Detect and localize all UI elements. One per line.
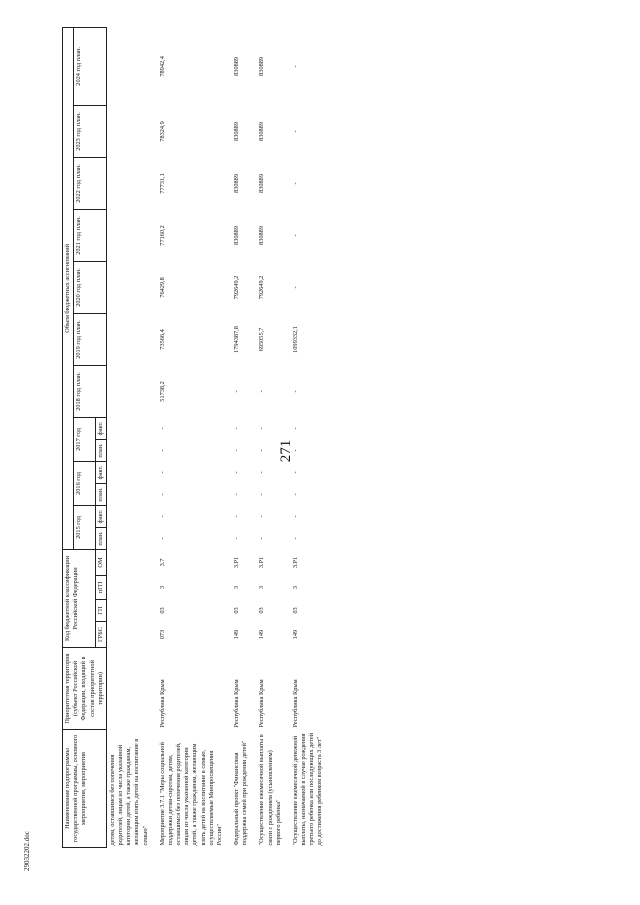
cell-om: 3.7 [158, 558, 166, 567]
cell-p2016: - [291, 493, 299, 496]
cell-p2015: - [258, 537, 266, 540]
cell-f2017: - [233, 427, 241, 430]
cell-om: 3.Р1 [233, 556, 241, 569]
cell-pgp: 3 [258, 585, 266, 590]
header-2016-plan: план. [95, 483, 106, 505]
header-2017: 2017 год [74, 417, 96, 461]
cell-y2020: 76429,8 [158, 277, 166, 298]
cell-pgp [106, 576, 150, 600]
header-territory: Приоритетная территория (субъект Российской Федерации, входящий в состав приоритетной территории) [63, 648, 107, 730]
header-2015-fact: факт. [95, 505, 106, 527]
cell-y2019: 1099332,1 [291, 326, 299, 353]
cell-y2022: 77731,1 [158, 173, 166, 194]
cell-territory: Республика Крым [233, 679, 241, 728]
cell-gp: 03 [233, 607, 241, 614]
cell-y2024 [106, 27, 150, 105]
cell-f2017: - [258, 427, 266, 430]
cell-y2024: - [291, 65, 299, 68]
cell-p2017 [106, 439, 150, 461]
header-2017-plan: план. [95, 439, 106, 461]
cell-p2017: - [158, 449, 166, 452]
table-row [106, 27, 150, 847]
cell-f2017 [106, 417, 150, 439]
cell-y2019: 1794387,8 [233, 326, 241, 353]
cell-y2018: - [291, 390, 299, 393]
cell-gp [106, 600, 150, 622]
table-row [225, 27, 250, 847]
budget-table [62, 27, 326, 848]
header-pgp: пГП [95, 576, 106, 600]
header-volume: Объем бюджетных ассигнований [63, 27, 74, 549]
header-2017-fact: факт. [95, 417, 106, 439]
cell-y2023 [106, 105, 150, 157]
cell-y2019 [106, 313, 150, 365]
table-row [151, 27, 225, 847]
cell-p2016 [106, 483, 150, 505]
header-2016-fact: факт. [95, 461, 106, 483]
header-2018: 2018 год план. [74, 365, 107, 417]
cell-name: Мероприятие 3.7.1 "Меры социальной поддержки детям-сиротам, детям, оставшимся без попечения родителей, лицам из числа указанной категории детей, а также гражданам, желающим взять детей на воспитание в семью, осуществляемые Минпросвещения России" [158, 742, 223, 846]
cell-name: "Осуществление ежемесячной денежной выплаты, назначаемой в случае рождения третьего ребенка или последующих детей до достижения ребенком возраста 3 лет" [291, 732, 324, 846]
cell-p2017: - [258, 449, 266, 452]
cell-name: Федеральный проект "Финансовая поддержка семей при рождении детей" [233, 740, 249, 846]
header-2023: 2023 год план. [74, 105, 107, 157]
cell-y2022: 830889 [233, 174, 241, 193]
cell-y2023: 78324,9 [158, 121, 166, 142]
cell-om: 3.Р1 [258, 556, 266, 569]
header-2015-plan: план. [95, 527, 106, 549]
cell-y2020 [106, 261, 150, 313]
cell-y2020: 792649,2 [233, 275, 241, 300]
cell-p2016: - [158, 493, 166, 496]
cell-y2024: 830889 [233, 56, 241, 76]
cell-y2023: - [291, 130, 299, 133]
budget-table-wrapper [62, 48, 562, 848]
cell-p2015 [106, 527, 150, 549]
cell-f2016 [106, 461, 150, 483]
cell-territory: Республика Крым [158, 679, 166, 728]
header-om: ОМ [95, 549, 106, 575]
table-row [250, 27, 284, 847]
cell-gp: 03 [291, 607, 299, 614]
cell-p2015: - [233, 537, 241, 540]
header-gp: ГП [95, 600, 106, 622]
header-name: Наименование подпрограммы государственной программы, основного мероприятия, мероприятия [63, 730, 107, 848]
cell-f2015: - [233, 515, 241, 518]
cell-gp: 03 [258, 607, 266, 614]
cell-f2017: - [158, 427, 166, 430]
cell-grbs: 073 [158, 629, 166, 640]
cell-gp: 03 [158, 607, 166, 614]
cell-y2022 [106, 157, 150, 209]
cell-pgp: 3 [233, 585, 241, 590]
cell-y2024: 78942,4 [158, 56, 166, 77]
cell-y2022: - [291, 182, 299, 185]
cell-f2016: - [291, 471, 299, 474]
cell-y2020: 792649,2 [258, 275, 266, 300]
cell-y2020: - [291, 286, 299, 289]
cell-p2016: - [233, 493, 241, 496]
cell-f2015: - [258, 515, 266, 518]
cell-y2021: 77160,2 [158, 225, 166, 246]
cell-name: детям, оставшимся без попечения родителей, лицам из числа указанной категории детей, а также гражданам, желающим взять детей на воспитание в семью" [108, 738, 149, 846]
cell-y2023: 830889 [233, 122, 241, 141]
cell-y2018: 51738,2 [158, 381, 166, 402]
cell-om: 3.Р1 [291, 556, 299, 569]
header-2022: 2022 год план. [74, 157, 107, 209]
cell-y2019: 695055,7 [258, 327, 266, 352]
cell-p2015: - [158, 537, 166, 540]
cell-f2015 [106, 505, 150, 527]
cell-grbs: 149 [258, 629, 266, 640]
header-2015: 2015 год [74, 505, 96, 549]
cell-y2019: 73566,4 [158, 329, 166, 350]
cell-y2022: 830889 [258, 174, 266, 193]
cell-f2017: - [291, 427, 299, 430]
cell-y2018: - [258, 390, 266, 393]
header-2020: 2020 год план. [74, 261, 107, 313]
cell-p2015: - [291, 537, 299, 540]
cell-f2015: - [291, 515, 299, 518]
cell-p2017: - [291, 449, 299, 452]
cell-f2016: - [258, 471, 266, 474]
page-number: 271 [278, 439, 294, 463]
cell-f2016: - [233, 471, 241, 474]
cell-y2018 [106, 365, 150, 417]
header-2024: 2024 год план. [74, 27, 107, 105]
cell-y2024: 830889 [258, 56, 266, 76]
cell-pgp: 3 [291, 585, 299, 590]
cell-om [106, 549, 150, 575]
cell-p2017: - [233, 449, 241, 452]
cell-f2016: - [158, 471, 166, 474]
cell-y2018: - [233, 390, 241, 393]
header-grbs: ГРБС [95, 622, 106, 648]
cell-f2015: - [158, 515, 166, 518]
cell-y2021: - [291, 234, 299, 237]
cell-territory: Республика Крым [291, 679, 299, 728]
table-row [284, 27, 326, 847]
header-2019: 2019 год план. [74, 313, 107, 365]
header-budget-code: Код бюджетной классификации Российской Федерации [63, 549, 96, 647]
cell-p2016: - [258, 493, 266, 496]
cell-y2021: 830889 [233, 226, 241, 245]
footer-filename: 29032202.doc [23, 831, 31, 871]
cell-y2021: 830889 [258, 226, 266, 245]
cell-grbs [106, 622, 150, 648]
cell-pgp: 3 [158, 585, 166, 590]
cell-territory [106, 648, 150, 730]
header-2021: 2021 год план. [74, 209, 107, 261]
cell-y2023: 830889 [258, 122, 266, 141]
cell-name: "Осуществление ежемесячной выплаты в связи с рождением (усыновлением) первого ребенка" [258, 734, 282, 846]
cell-y2021 [106, 209, 150, 261]
cell-grbs: 149 [233, 629, 241, 640]
cell-territory: Республика Крым [258, 679, 266, 728]
header-2016: 2016 год [74, 461, 96, 505]
cell-grbs: 149 [291, 629, 299, 640]
